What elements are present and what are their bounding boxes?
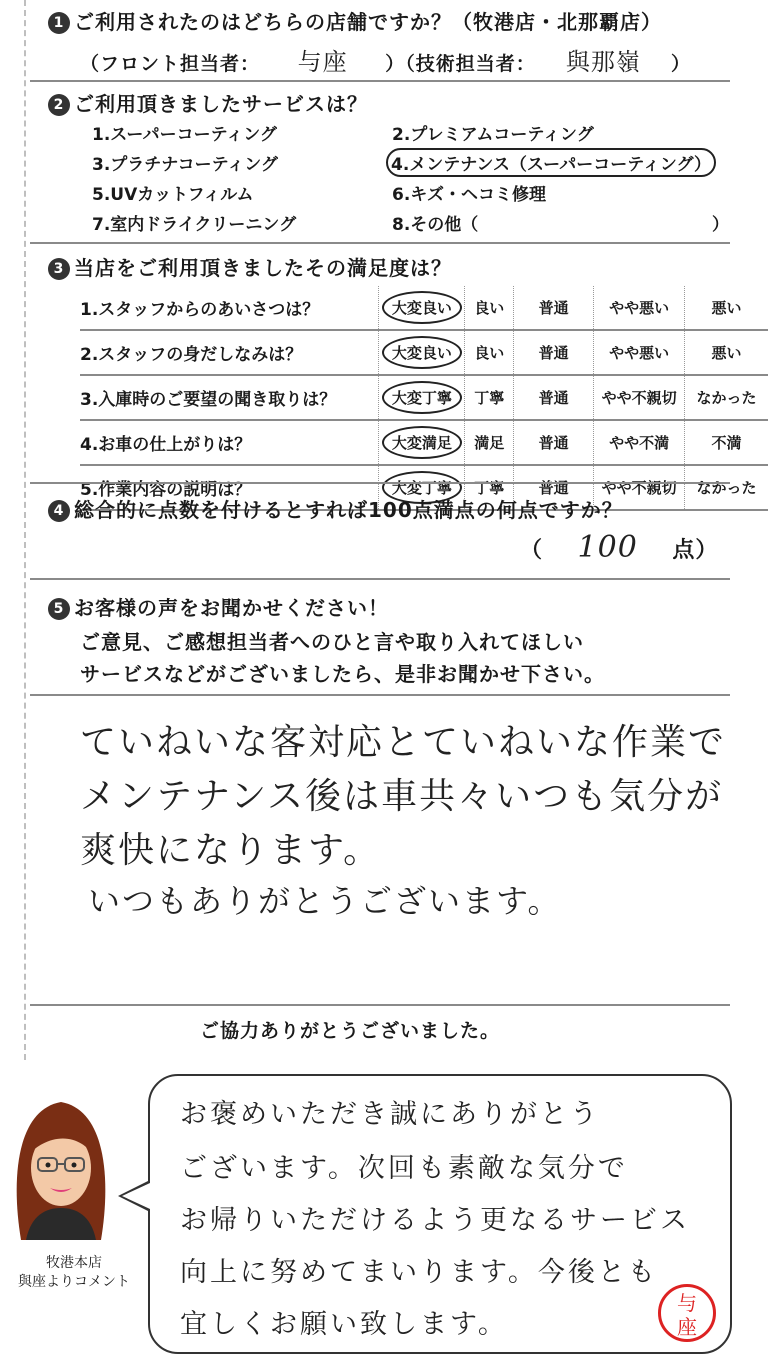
question-2-text: ご利用頂きましたサービスは？ (74, 92, 368, 116)
satisfaction-option-label: やや悪い (609, 299, 670, 317)
divider (30, 482, 730, 484)
question-2 (48, 88, 368, 117)
front-staff-label: （フロント担当者： (80, 53, 261, 75)
question-3-text: 当店をご利用頂きましたその満足度は？ (74, 256, 452, 280)
satisfaction-option-label: 普通 (538, 434, 569, 452)
seal-stamp (658, 1284, 716, 1342)
question-4-number: 4 (48, 500, 70, 522)
score-value: 100 (577, 530, 638, 565)
satisfaction-row (80, 420, 768, 465)
satisfaction-table (80, 286, 768, 511)
question-4 (48, 494, 623, 523)
satisfaction-option (594, 420, 685, 465)
satisfaction-option-label: 大変丁寧 (382, 471, 462, 504)
satisfaction-option-label: 悪い (711, 344, 742, 362)
satisfaction-option (685, 420, 768, 465)
left-perforation-line (24, 0, 26, 1060)
satisfaction-option (594, 330, 685, 375)
satisfaction-option (685, 330, 768, 375)
divider (30, 694, 730, 696)
satisfaction-option-label: 不満 (711, 434, 742, 452)
score-unit: 点） (672, 538, 719, 563)
question-1 (48, 6, 662, 35)
customer-comment-line: いつもありがとうございます。 (88, 882, 562, 920)
service-other-close: ） (712, 215, 729, 235)
satisfaction-option-label: やや不満 (609, 434, 670, 452)
staff-caption-line-1: 牧港本店 (46, 1255, 102, 1271)
divider (30, 242, 730, 244)
question-3-number: 3 (48, 258, 70, 280)
satisfaction-option (514, 286, 594, 330)
satisfaction-option-selected (379, 420, 465, 465)
satisfaction-option (465, 375, 514, 420)
service-item: 2.プレミアムコーティング (392, 125, 594, 145)
question-5 (48, 592, 389, 621)
satisfaction-option-label: 普通 (538, 389, 569, 407)
divider (30, 1004, 730, 1006)
front-staff-value: 与座 (297, 48, 348, 76)
satisfaction-row (80, 286, 768, 330)
satisfaction-option (685, 465, 768, 510)
staff-reply-line: お褒めいただき誠にありがとう (180, 1099, 600, 1130)
satisfaction-option-selected (379, 375, 465, 420)
staff-reply-line: ございます。次回も素敵な気分で (180, 1153, 628, 1184)
satisfaction-option-label: 大変満足 (382, 426, 462, 459)
satisfaction-option-label: 普通 (538, 344, 569, 362)
satisfaction-option-label: 丁寧 (474, 389, 505, 407)
customer-comment-line: 爽快になります。 (80, 830, 382, 871)
satisfaction-option-label: やや悪い (609, 344, 670, 362)
question-1-number: 1 (48, 12, 70, 34)
divider (30, 80, 730, 82)
satisfaction-option (514, 420, 594, 465)
seal-stamp-line-2: 座 (677, 1315, 697, 1339)
satisfaction-option-label: 大変丁寧 (382, 381, 462, 414)
satisfaction-option (685, 375, 768, 420)
satisfaction-row (80, 375, 768, 420)
satisfaction-question: 1.スタッフからのあいさつは？ (80, 286, 379, 330)
satisfaction-option (685, 286, 768, 330)
staff-caption-line-2: 與座よりコメント (18, 1274, 130, 1290)
satisfaction-option-label: やや不親切 (601, 389, 677, 407)
satisfaction-option (465, 420, 514, 465)
satisfaction-option-label: 大変良い (382, 291, 462, 324)
satisfaction-option-label: なかった (696, 479, 757, 497)
satisfaction-option-label: 丁寧 (474, 479, 505, 497)
satisfaction-question: 3.入庫時のご要望の聞き取りは？ (80, 375, 379, 420)
satisfaction-option-label: 普通 (538, 299, 569, 317)
satisfaction-question: 5.作業内容の説明は？ (80, 465, 379, 510)
tech-staff-value: 與那嶺 (565, 48, 641, 76)
staff-line (80, 42, 691, 77)
satisfaction-option-selected (379, 330, 465, 375)
question-3 (48, 252, 452, 281)
satisfaction-question: 4.お車の仕上がりは？ (80, 420, 379, 465)
question-4-text: 総合的に点数を付けるとすれば100点満点の何点ですか？ (74, 498, 623, 522)
staff-reply-line: 宜しくお願い致します。 (180, 1309, 508, 1340)
satisfaction-option (465, 330, 514, 375)
service-item: 3.プラチナコーティング (92, 155, 278, 175)
satisfaction-option-selected (379, 286, 465, 330)
satisfaction-question: 2.スタッフの身だしなみは？ (80, 330, 379, 375)
staff-reply-line: 向上に努めてまいります。今後とも (180, 1257, 658, 1288)
tech-staff-label: ）（技術担当者： (385, 53, 536, 75)
satisfaction-option-label: 普通 (538, 479, 569, 497)
customer-comment-line: ていねいな客対応とていねいな作業で (80, 722, 727, 763)
seal-stamp-line-1: 与 (677, 1291, 697, 1315)
service-item: 6.キズ・ヘコミ修理 (392, 185, 546, 205)
satisfaction-option (514, 330, 594, 375)
service-item: 5.UVカットフィルム (92, 185, 254, 205)
question-5-line-1: お客様の声をお聞かせください！ (74, 596, 389, 620)
satisfaction-option-label: 大変良い (382, 336, 462, 369)
score-line (520, 530, 718, 565)
question-1-text: ご利用されたのはどちらの店舗ですか？（牧港店・北那覇店） (74, 10, 662, 34)
staff-line-close: ） (671, 53, 692, 75)
satisfaction-option (594, 375, 685, 420)
service-item: 7.室内ドライクリーニング (92, 215, 297, 235)
satisfaction-option-label: 悪い (711, 299, 742, 317)
customer-comment-line: メンテナンス後は車共々いつも気分が (80, 776, 724, 817)
satisfaction-option (514, 375, 594, 420)
thanks-message: ご協力ありがとうございました。 (200, 1020, 501, 1042)
question-5-line-3: サービスなどがございましたら、是非お聞かせ下さい。 (80, 662, 605, 686)
service-item: 1.スーパーコーティング (92, 125, 277, 145)
satisfaction-option (594, 286, 685, 330)
staff-reply-line: お帰りいただけるよう更なるサービス (180, 1205, 690, 1236)
speech-bubble-tail-inner (122, 1183, 150, 1209)
satisfaction-option-label: 良い (474, 344, 505, 362)
staff-avatar (6, 1090, 116, 1250)
score-open: （ (520, 538, 544, 563)
question-5-number: 5 (48, 598, 70, 620)
question-2-number: 2 (48, 94, 70, 116)
satisfaction-row (80, 330, 768, 375)
satisfaction-option (465, 286, 514, 330)
question-5-line-2: ご意見、ご感想担当者へのひと言や取り入れてほしい (80, 630, 584, 654)
satisfaction-option-label: なかった (696, 389, 757, 407)
satisfaction-option-label: 満足 (474, 434, 505, 452)
staff-caption (14, 1254, 134, 1292)
divider (30, 578, 730, 580)
satisfaction-option-label: 良い (474, 299, 505, 317)
service-item-selected: 4.メンテナンス（スーパーコーティング） (386, 148, 716, 177)
service-item: 8.その他（ (392, 215, 479, 235)
satisfaction-option-label: やや不親切 (601, 479, 677, 497)
